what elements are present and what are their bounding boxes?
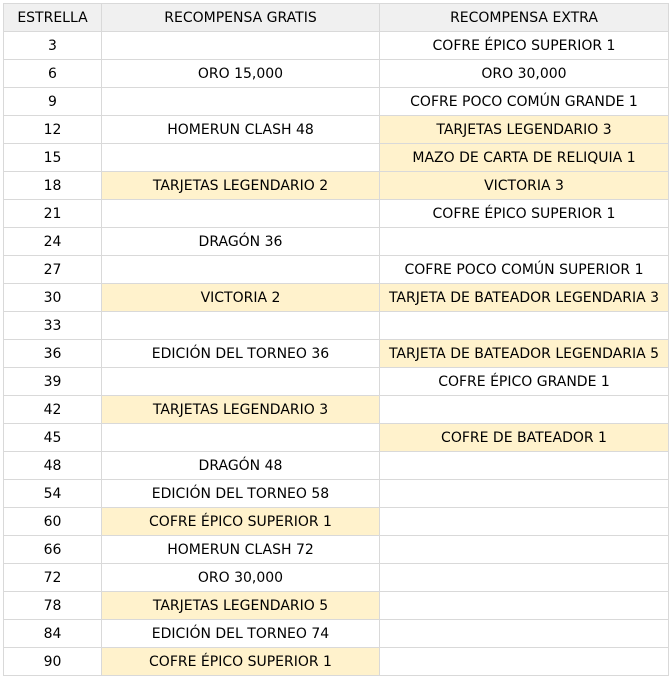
table-row [4, 312, 669, 340]
free-reward-cell: HOMERUN CLASH 48 [102, 116, 380, 144]
star-cell: 84 [4, 620, 102, 648]
free-reward-cell [102, 144, 380, 172]
free-reward-cell: COFRE ÉPICO SUPERIOR 1 [102, 648, 380, 676]
free-reward-cell [102, 256, 380, 284]
table-row [4, 256, 669, 284]
extra-reward-cell: TARJETA DE BATEADOR LEGENDARIA 5 [380, 340, 669, 368]
table-row [4, 452, 669, 480]
table-row [4, 368, 669, 396]
star-cell: 42 [4, 396, 102, 424]
star-cell: 12 [4, 116, 102, 144]
free-reward-cell: EDICIÓN DEL TORNEO 74 [102, 620, 380, 648]
free-reward-cell [102, 368, 380, 396]
table-row [4, 340, 669, 368]
star-cell: 3 [4, 32, 102, 60]
star-cell: 90 [4, 648, 102, 676]
free-reward-cell: DRAGÓN 36 [102, 228, 380, 256]
free-reward-cell: EDICIÓN DEL TORNEO 36 [102, 340, 380, 368]
free-reward-cell: ORO 30,000 [102, 564, 380, 592]
free-reward-cell: ORO 15,000 [102, 60, 380, 88]
extra-reward-cell: MAZO DE CARTA DE RELIQUIA 1 [380, 144, 669, 172]
free-reward-cell [102, 424, 380, 452]
extra-reward-cell: VICTORIA 3 [380, 172, 669, 200]
extra-reward-cell: COFRE DE BATEADOR 1 [380, 424, 669, 452]
table-header-row [4, 4, 669, 32]
extra-reward-cell: TARJETAS LEGENDARIO 3 [380, 116, 669, 144]
rewards-table [3, 3, 669, 676]
star-cell: 6 [4, 60, 102, 88]
free-reward-cell [102, 32, 380, 60]
table-row [4, 228, 669, 256]
extra-reward-cell [380, 536, 669, 564]
table-row [4, 536, 669, 564]
free-reward-cell: TARJETAS LEGENDARIO 2 [102, 172, 380, 200]
table-row [4, 424, 669, 452]
table-row [4, 116, 669, 144]
star-cell: 48 [4, 452, 102, 480]
extra-reward-cell: COFRE POCO COMÚN GRANDE 1 [380, 88, 669, 116]
star-cell: 18 [4, 172, 102, 200]
star-cell: 24 [4, 228, 102, 256]
extra-reward-cell [380, 452, 669, 480]
extra-reward-cell [380, 228, 669, 256]
extra-reward-cell: COFRE ÉPICO SUPERIOR 1 [380, 200, 669, 228]
extra-reward-cell: COFRE POCO COMÚN SUPERIOR 1 [380, 256, 669, 284]
free-reward-cell: HOMERUN CLASH 72 [102, 536, 380, 564]
star-cell: 72 [4, 564, 102, 592]
table-row [4, 480, 669, 508]
free-reward-cell: EDICIÓN DEL TORNEO 58 [102, 480, 380, 508]
extra-reward-cell: ORO 30,000 [380, 60, 669, 88]
table-row [4, 564, 669, 592]
star-cell: 45 [4, 424, 102, 452]
star-cell: 21 [4, 200, 102, 228]
star-cell: 39 [4, 368, 102, 396]
star-cell: 54 [4, 480, 102, 508]
free-reward-cell [102, 312, 380, 340]
extra-reward-cell [380, 396, 669, 424]
column-header-free-reward: RECOMPENSA GRATIS [102, 4, 380, 32]
table-row [4, 32, 669, 60]
table-row [4, 620, 669, 648]
star-cell: 78 [4, 592, 102, 620]
table-row [4, 88, 669, 116]
table-row [4, 396, 669, 424]
free-reward-cell: VICTORIA 2 [102, 284, 380, 312]
free-reward-cell: TARJETAS LEGENDARIO 5 [102, 592, 380, 620]
extra-reward-cell: TARJETA DE BATEADOR LEGENDARIA 3 [380, 284, 669, 312]
star-cell: 36 [4, 340, 102, 368]
table-row [4, 592, 669, 620]
star-cell: 27 [4, 256, 102, 284]
extra-reward-cell [380, 312, 669, 340]
free-reward-cell [102, 200, 380, 228]
rewards-table-container [3, 3, 669, 676]
free-reward-cell: DRAGÓN 48 [102, 452, 380, 480]
star-cell: 9 [4, 88, 102, 116]
table-row [4, 648, 669, 676]
extra-reward-cell [380, 620, 669, 648]
free-reward-cell: TARJETAS LEGENDARIO 3 [102, 396, 380, 424]
star-cell: 30 [4, 284, 102, 312]
extra-reward-cell [380, 564, 669, 592]
star-cell: 15 [4, 144, 102, 172]
table-row [4, 172, 669, 200]
star-cell: 66 [4, 536, 102, 564]
table-row [4, 284, 669, 312]
column-header-star: ESTRELLA [4, 4, 102, 32]
extra-reward-cell: COFRE ÉPICO SUPERIOR 1 [380, 32, 669, 60]
extra-reward-cell [380, 508, 669, 536]
extra-reward-cell [380, 592, 669, 620]
free-reward-cell: COFRE ÉPICO SUPERIOR 1 [102, 508, 380, 536]
extra-reward-cell [380, 480, 669, 508]
extra-reward-cell [380, 648, 669, 676]
free-reward-cell [102, 88, 380, 116]
table-row [4, 60, 669, 88]
column-header-extra-reward: RECOMPENSA EXTRA [380, 4, 669, 32]
table-row [4, 200, 669, 228]
star-cell: 60 [4, 508, 102, 536]
extra-reward-cell: COFRE ÉPICO GRANDE 1 [380, 368, 669, 396]
table-row [4, 508, 669, 536]
table-row [4, 144, 669, 172]
star-cell: 33 [4, 312, 102, 340]
